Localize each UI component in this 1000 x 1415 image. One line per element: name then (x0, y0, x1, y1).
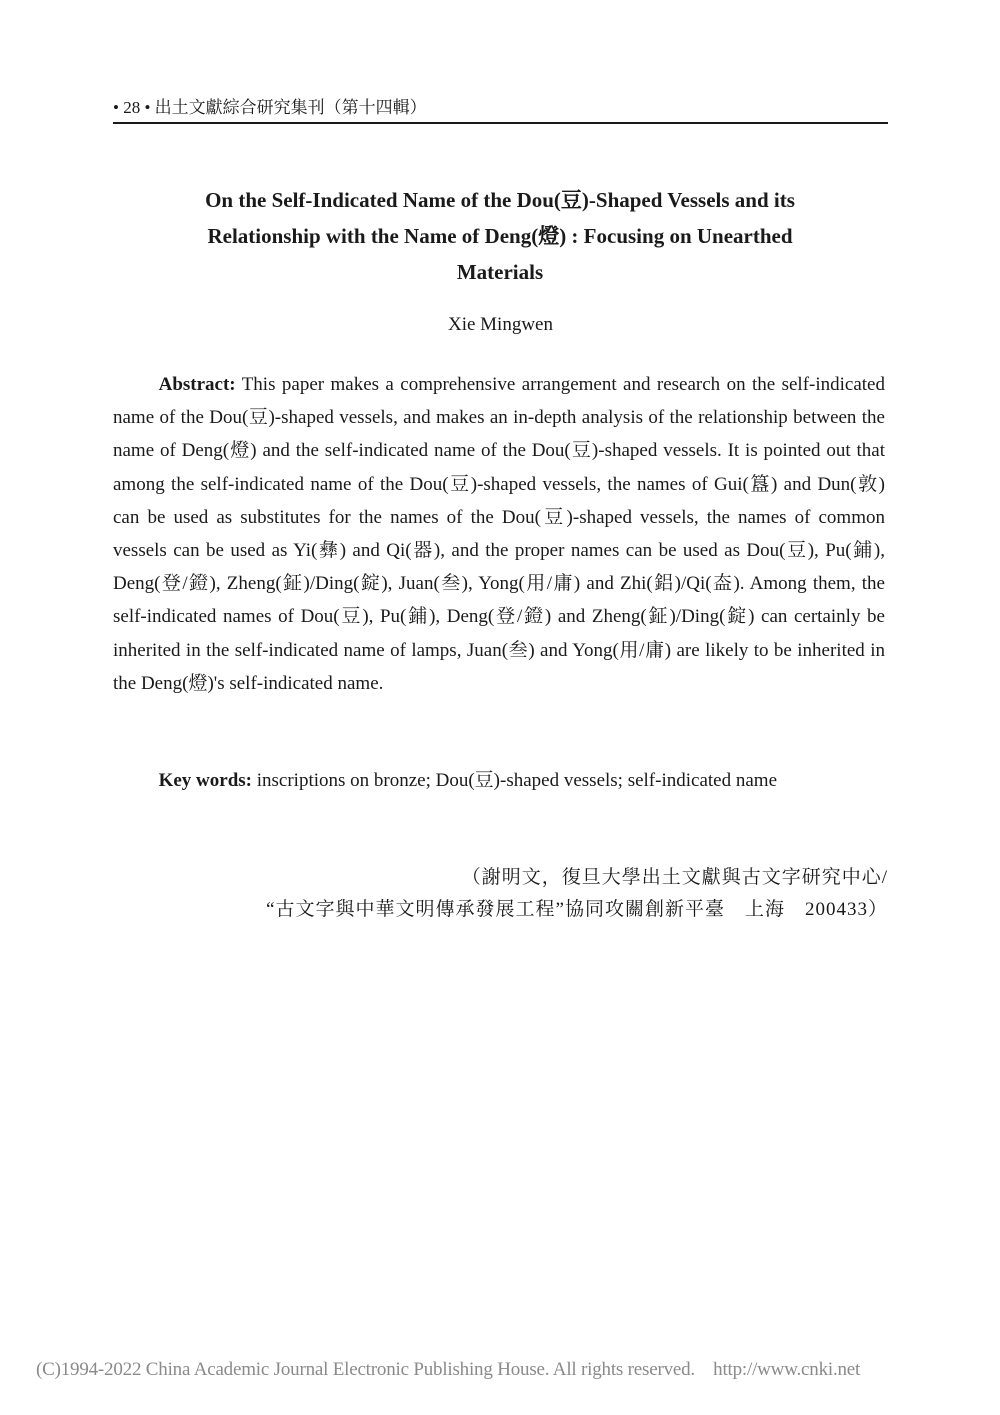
affiliation-line-2: “古文字與中華文明傳承發展工程”協同攻關創新平臺 上海 200433） (266, 899, 888, 920)
abstract-text: This paper makes a comprehensive arrangement and research on the self-indicated name of the Dou(豆)-shaped vessels, and makes an in-depth analysis of the relationship between the name of Deng(燈) and the self-indicated name of the Dou(豆)-shaped vessels. It is pointed out that among the self-indicated name of the Dou(豆)-shaped vessels, the names of Gui(簋) and Dun(敦) can be used as substitutes for the names of the Dou(豆)-shaped vessels, the names of common vessels can be used as Yi(彝) and Qi(器), and the proper names can be used as Dou(豆), Pu(鋪), Deng(登/鐙), Zheng(鉦)/Ding(錠), Juan(叁), Yong(用/庸) and Zhi(鋁)/Qi(盇). Among them, the self-indicated names of Dou(豆), Pu(鋪), Deng(登/鐙) and Zheng(鉦)/Ding(錠) can certainly be inherited in the self-indicated name of lamps, Juan(叁) and Yong(用/庸) are likely to be inherited in the Deng(燈)'s self-indicated name. (113, 374, 885, 694)
affiliation-line-1: （謝明文，復旦大學出土文獻與古文字研究中心/ (461, 867, 888, 888)
article-title (130, 182, 870, 290)
title-line-2: Relationship with the Name of Deng(燈) : Focusing on Unearthed (207, 224, 793, 248)
author-affiliation (113, 862, 888, 926)
keywords-label: Key words: (158, 770, 252, 791)
title-line-1: On the Self-Indicated Name of the Dou(豆)-Shaped Vessels and its (205, 188, 795, 212)
title-line-3: Materials (456, 260, 544, 284)
author-name: Xie Mingwen (447, 314, 553, 335)
running-head: • 28 • 出土文獻綜合研究集刊（第十四輯） (113, 96, 888, 124)
copyright-notice: (C)1994-2022 China Academic Journal Electronic Publishing House. All rights reserved. http://www.cnki.net (36, 1359, 861, 1380)
keywords-text: inscriptions on bronze; Dou(豆)-shaped vessels; self-indicated name (256, 770, 777, 791)
abstract-label: Abstract: (158, 374, 236, 395)
keywords-paragraph (113, 764, 885, 797)
abstract-paragraph (113, 368, 885, 700)
